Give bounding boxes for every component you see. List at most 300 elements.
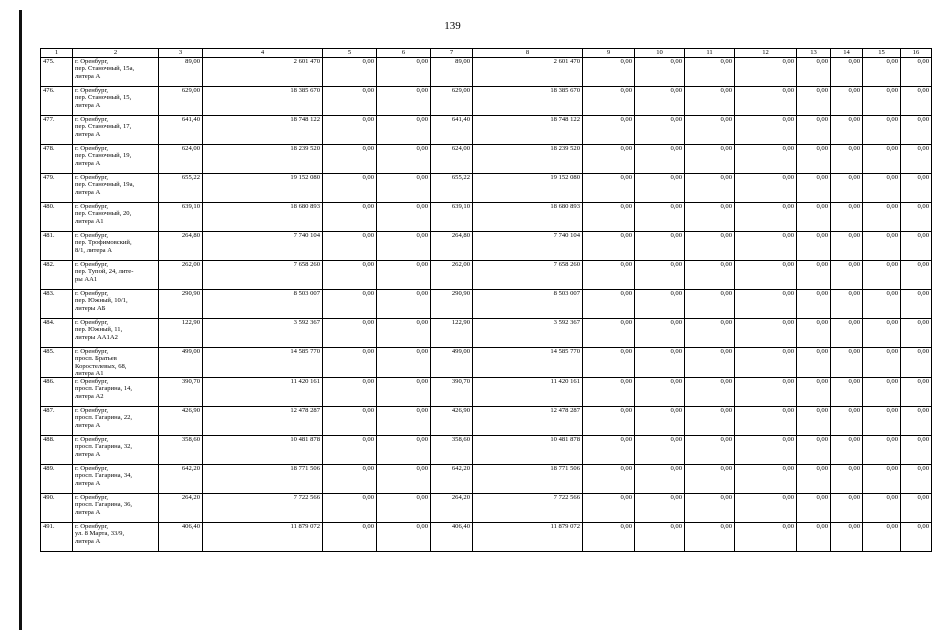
address-cell: г. Оренбург, просп. Гагарина, 32, литера А xyxy=(73,436,159,465)
value-cell: 0,00 xyxy=(583,232,635,261)
value-cell: 10 481 878 xyxy=(473,436,583,465)
value-cell: 18 680 893 xyxy=(473,203,583,232)
value-cell: 0,00 xyxy=(377,232,431,261)
value-cell: 0,00 xyxy=(685,348,735,378)
value-cell: 0,00 xyxy=(863,58,901,87)
value-cell: 0,00 xyxy=(323,465,377,494)
value-cell: 0,00 xyxy=(797,465,831,494)
value-cell: 0,00 xyxy=(797,407,831,436)
value-cell: 0,00 xyxy=(735,465,797,494)
address-cell: г. Оренбург, просп. Гагарина, 22, литера А xyxy=(73,407,159,436)
column-number-cell: 9 xyxy=(583,49,635,58)
value-cell: 0,00 xyxy=(635,261,685,290)
property-register-table xyxy=(40,48,932,552)
value-cell: 18 385 670 xyxy=(203,87,323,116)
column-number-cell: 2 xyxy=(73,49,159,58)
value-cell: 89,00 xyxy=(431,58,473,87)
value-cell: 18 771 506 xyxy=(473,465,583,494)
value-cell: 0,00 xyxy=(685,174,735,203)
value-cell: 0,00 xyxy=(797,232,831,261)
value-cell: 0,00 xyxy=(323,319,377,348)
table-row xyxy=(41,203,932,232)
value-cell: 0,00 xyxy=(901,348,932,378)
value-cell: 0,00 xyxy=(797,58,831,87)
column-number-cell: 1 xyxy=(41,49,73,58)
table-row xyxy=(41,87,932,116)
row-index-cell: 486. xyxy=(41,378,73,407)
table-row xyxy=(41,494,932,523)
row-index-cell: 476. xyxy=(41,87,73,116)
value-cell: 0,00 xyxy=(735,523,797,552)
value-cell: 0,00 xyxy=(831,58,863,87)
row-index-cell: 480. xyxy=(41,203,73,232)
value-cell: 0,00 xyxy=(863,116,901,145)
address-cell: г. Оренбург, пер. Станочный, 19, литера А xyxy=(73,145,159,174)
value-cell: 426,90 xyxy=(431,407,473,436)
value-cell: 264,20 xyxy=(431,494,473,523)
value-cell: 0,00 xyxy=(797,523,831,552)
value-cell: 0,00 xyxy=(863,436,901,465)
value-cell: 0,00 xyxy=(797,116,831,145)
table-row xyxy=(41,523,932,552)
value-cell: 0,00 xyxy=(735,58,797,87)
address-cell: г. Оренбург, просп. Братьев Коростелевых, 68, литера А1 xyxy=(73,348,159,378)
value-cell: 19 152 080 xyxy=(473,174,583,203)
column-number-cell: 16 xyxy=(901,49,932,58)
value-cell: 0,00 xyxy=(323,436,377,465)
value-cell: 629,00 xyxy=(431,87,473,116)
value-cell: 0,00 xyxy=(863,87,901,116)
value-cell: 0,00 xyxy=(863,523,901,552)
value-cell: 0,00 xyxy=(635,523,685,552)
value-cell: 0,00 xyxy=(685,145,735,174)
value-cell: 0,00 xyxy=(735,87,797,116)
value-cell: 0,00 xyxy=(583,58,635,87)
value-cell: 0,00 xyxy=(863,348,901,378)
value-cell: 0,00 xyxy=(735,319,797,348)
value-cell: 0,00 xyxy=(323,523,377,552)
value-cell: 122,90 xyxy=(159,319,203,348)
address-cell: г. Оренбург, пер. Станочный, 19а, литера А xyxy=(73,174,159,203)
value-cell: 0,00 xyxy=(685,436,735,465)
column-number-cell: 10 xyxy=(635,49,685,58)
value-cell: 0,00 xyxy=(323,87,377,116)
value-cell: 0,00 xyxy=(831,494,863,523)
value-cell: 0,00 xyxy=(797,145,831,174)
value-cell: 0,00 xyxy=(831,145,863,174)
value-cell: 0,00 xyxy=(901,523,932,552)
value-cell: 262,00 xyxy=(431,261,473,290)
value-cell: 264,80 xyxy=(431,232,473,261)
value-cell: 0,00 xyxy=(735,116,797,145)
value-cell: 0,00 xyxy=(831,232,863,261)
value-cell: 0,00 xyxy=(901,261,932,290)
value-cell: 0,00 xyxy=(901,494,932,523)
value-cell: 0,00 xyxy=(863,290,901,319)
value-cell: 0,00 xyxy=(901,174,932,203)
value-cell: 655,22 xyxy=(159,174,203,203)
row-index-cell: 477. xyxy=(41,116,73,145)
value-cell: 0,00 xyxy=(797,436,831,465)
row-index-cell: 481. xyxy=(41,232,73,261)
value-cell: 0,00 xyxy=(831,290,863,319)
value-cell: 390,70 xyxy=(431,378,473,407)
value-cell: 7 722 566 xyxy=(473,494,583,523)
column-number-cell: 4 xyxy=(203,49,323,58)
value-cell: 18 748 122 xyxy=(473,116,583,145)
row-index-cell: 478. xyxy=(41,145,73,174)
value-cell: 0,00 xyxy=(635,494,685,523)
value-cell: 0,00 xyxy=(685,465,735,494)
value-cell: 0,00 xyxy=(583,145,635,174)
value-cell: 0,00 xyxy=(735,145,797,174)
value-cell: 0,00 xyxy=(901,87,932,116)
value-cell: 0,00 xyxy=(685,319,735,348)
value-cell: 0,00 xyxy=(831,436,863,465)
value-cell: 624,00 xyxy=(431,145,473,174)
value-cell: 0,00 xyxy=(377,87,431,116)
value-cell: 0,00 xyxy=(635,87,685,116)
value-cell: 0,00 xyxy=(797,261,831,290)
value-cell: 0,00 xyxy=(323,116,377,145)
value-cell: 11 420 161 xyxy=(473,378,583,407)
value-cell: 290,90 xyxy=(431,290,473,319)
value-cell: 0,00 xyxy=(635,232,685,261)
value-cell: 0,00 xyxy=(583,523,635,552)
value-cell: 639,10 xyxy=(431,203,473,232)
value-cell: 19 152 080 xyxy=(203,174,323,203)
address-cell: г. Оренбург, пер. Станочный, 20, литера А1 xyxy=(73,203,159,232)
value-cell: 0,00 xyxy=(635,348,685,378)
table-row xyxy=(41,116,932,145)
value-cell: 0,00 xyxy=(583,494,635,523)
value-cell: 0,00 xyxy=(901,116,932,145)
value-cell: 0,00 xyxy=(831,465,863,494)
column-number-cell: 12 xyxy=(735,49,797,58)
value-cell: 0,00 xyxy=(685,494,735,523)
table-row xyxy=(41,290,932,319)
value-cell: 642,20 xyxy=(159,465,203,494)
value-cell: 0,00 xyxy=(831,174,863,203)
value-cell: 499,00 xyxy=(159,348,203,378)
column-number-cell: 11 xyxy=(685,49,735,58)
value-cell: 290,90 xyxy=(159,290,203,319)
value-cell: 0,00 xyxy=(797,87,831,116)
table-row xyxy=(41,436,932,465)
value-cell: 0,00 xyxy=(377,407,431,436)
value-cell: 7 740 104 xyxy=(203,232,323,261)
value-cell: 0,00 xyxy=(635,436,685,465)
value-cell: 264,80 xyxy=(159,232,203,261)
value-cell: 0,00 xyxy=(863,261,901,290)
table-row xyxy=(41,465,932,494)
value-cell: 11 879 072 xyxy=(473,523,583,552)
column-number-cell: 14 xyxy=(831,49,863,58)
column-number-header-row xyxy=(41,49,932,58)
value-cell: 0,00 xyxy=(635,58,685,87)
value-cell: 0,00 xyxy=(583,436,635,465)
value-cell: 639,10 xyxy=(159,203,203,232)
value-cell: 18 748 122 xyxy=(203,116,323,145)
value-cell: 0,00 xyxy=(377,436,431,465)
value-cell: 655,22 xyxy=(431,174,473,203)
value-cell: 0,00 xyxy=(831,261,863,290)
binding-edge-bar xyxy=(19,10,22,630)
value-cell: 0,00 xyxy=(797,174,831,203)
value-cell: 0,00 xyxy=(735,436,797,465)
value-cell: 3 592 367 xyxy=(473,319,583,348)
address-cell: г. Оренбург, пер. Трофимовский, 8/1, литера А xyxy=(73,232,159,261)
value-cell: 0,00 xyxy=(901,319,932,348)
value-cell: 426,90 xyxy=(159,407,203,436)
value-cell: 8 503 007 xyxy=(473,290,583,319)
value-cell: 0,00 xyxy=(635,174,685,203)
value-cell: 0,00 xyxy=(685,87,735,116)
table-row xyxy=(41,378,932,407)
value-cell: 264,20 xyxy=(159,494,203,523)
row-index-cell: 475. xyxy=(41,58,73,87)
value-cell: 0,00 xyxy=(583,174,635,203)
value-cell: 18 680 893 xyxy=(203,203,323,232)
column-number-cell: 15 xyxy=(863,49,901,58)
value-cell: 262,00 xyxy=(159,261,203,290)
value-cell: 0,00 xyxy=(635,378,685,407)
column-number-cell: 13 xyxy=(797,49,831,58)
value-cell: 0,00 xyxy=(863,378,901,407)
value-cell: 14 585 770 xyxy=(203,348,323,378)
value-cell: 641,40 xyxy=(431,116,473,145)
value-cell: 0,00 xyxy=(685,232,735,261)
column-number-cell: 7 xyxy=(431,49,473,58)
column-number-cell: 8 xyxy=(473,49,583,58)
value-cell: 0,00 xyxy=(635,290,685,319)
value-cell: 0,00 xyxy=(863,465,901,494)
value-cell: 0,00 xyxy=(831,203,863,232)
value-cell: 10 481 878 xyxy=(203,436,323,465)
value-cell: 0,00 xyxy=(583,348,635,378)
value-cell: 18 385 670 xyxy=(473,87,583,116)
address-cell: г. Оренбург, просп. Гагарина, 36, литера А xyxy=(73,494,159,523)
value-cell: 0,00 xyxy=(735,261,797,290)
value-cell: 0,00 xyxy=(901,58,932,87)
value-cell: 0,00 xyxy=(735,378,797,407)
address-cell: г. Оренбург, пер. Тупой, 24, лите- ры АА1 xyxy=(73,261,159,290)
column-number-cell: 5 xyxy=(323,49,377,58)
value-cell: 0,00 xyxy=(583,261,635,290)
value-cell: 0,00 xyxy=(377,174,431,203)
value-cell: 0,00 xyxy=(635,145,685,174)
value-cell: 18 771 506 xyxy=(203,465,323,494)
table-row xyxy=(41,261,932,290)
value-cell: 0,00 xyxy=(323,348,377,378)
value-cell: 0,00 xyxy=(797,319,831,348)
value-cell: 0,00 xyxy=(735,494,797,523)
value-cell: 0,00 xyxy=(735,290,797,319)
value-cell: 122,90 xyxy=(431,319,473,348)
value-cell: 0,00 xyxy=(323,494,377,523)
value-cell: 14 585 770 xyxy=(473,348,583,378)
value-cell: 358,60 xyxy=(431,436,473,465)
value-cell: 8 503 007 xyxy=(203,290,323,319)
value-cell: 0,00 xyxy=(635,319,685,348)
value-cell: 0,00 xyxy=(583,87,635,116)
row-index-cell: 482. xyxy=(41,261,73,290)
table-row xyxy=(41,407,932,436)
value-cell: 0,00 xyxy=(831,116,863,145)
address-cell: г. Оренбург, просп. Гагарина, 14, литера А2 xyxy=(73,378,159,407)
value-cell: 0,00 xyxy=(863,145,901,174)
value-cell: 0,00 xyxy=(377,116,431,145)
value-cell: 0,00 xyxy=(797,290,831,319)
row-index-cell: 488. xyxy=(41,436,73,465)
value-cell: 499,00 xyxy=(431,348,473,378)
value-cell: 642,20 xyxy=(431,465,473,494)
value-cell: 2 601 470 xyxy=(473,58,583,87)
table-row xyxy=(41,319,932,348)
value-cell: 0,00 xyxy=(685,261,735,290)
value-cell: 0,00 xyxy=(685,58,735,87)
value-cell: 2 601 470 xyxy=(203,58,323,87)
value-cell: 89,00 xyxy=(159,58,203,87)
table-row xyxy=(41,174,932,203)
address-cell: г. Оренбург, пер. Станочный, 15, литера А xyxy=(73,87,159,116)
value-cell: 0,00 xyxy=(863,174,901,203)
value-cell: 0,00 xyxy=(323,407,377,436)
value-cell: 624,00 xyxy=(159,145,203,174)
address-cell: г. Оренбург, ул. 8 Марта, 33/9, литера А xyxy=(73,523,159,552)
table-row xyxy=(41,348,932,378)
value-cell: 0,00 xyxy=(831,378,863,407)
value-cell: 0,00 xyxy=(685,523,735,552)
row-index-cell: 484. xyxy=(41,319,73,348)
value-cell: 0,00 xyxy=(863,494,901,523)
table-row xyxy=(41,145,932,174)
value-cell: 7 722 566 xyxy=(203,494,323,523)
value-cell: 358,60 xyxy=(159,436,203,465)
value-cell: 0,00 xyxy=(583,290,635,319)
value-cell: 406,40 xyxy=(159,523,203,552)
value-cell: 629,00 xyxy=(159,87,203,116)
value-cell: 0,00 xyxy=(583,407,635,436)
value-cell: 0,00 xyxy=(323,145,377,174)
address-cell: г. Оренбург, пер. Южный, 10/1, литеры АБ xyxy=(73,290,159,319)
row-index-cell: 483. xyxy=(41,290,73,319)
value-cell: 0,00 xyxy=(377,261,431,290)
value-cell: 0,00 xyxy=(323,378,377,407)
value-cell: 0,00 xyxy=(831,523,863,552)
value-cell: 0,00 xyxy=(583,465,635,494)
row-index-cell: 489. xyxy=(41,465,73,494)
value-cell: 0,00 xyxy=(685,407,735,436)
value-cell: 0,00 xyxy=(635,465,685,494)
value-cell: 0,00 xyxy=(685,116,735,145)
value-cell: 641,40 xyxy=(159,116,203,145)
value-cell: 0,00 xyxy=(863,203,901,232)
value-cell: 0,00 xyxy=(583,378,635,407)
value-cell: 0,00 xyxy=(323,203,377,232)
page-number: 139 xyxy=(444,20,461,32)
value-cell: 0,00 xyxy=(831,319,863,348)
value-cell: 0,00 xyxy=(377,378,431,407)
value-cell: 0,00 xyxy=(735,232,797,261)
row-index-cell: 490. xyxy=(41,494,73,523)
value-cell: 0,00 xyxy=(735,203,797,232)
value-cell: 7 658 260 xyxy=(473,261,583,290)
address-cell: г. Оренбург, пер. Южный, 11, литеры АА1А2 xyxy=(73,319,159,348)
value-cell: 0,00 xyxy=(583,116,635,145)
value-cell: 0,00 xyxy=(685,203,735,232)
row-index-cell: 491. xyxy=(41,523,73,552)
value-cell: 0,00 xyxy=(901,290,932,319)
value-cell: 0,00 xyxy=(377,523,431,552)
value-cell: 0,00 xyxy=(377,203,431,232)
value-cell: 0,00 xyxy=(735,348,797,378)
value-cell: 0,00 xyxy=(685,290,735,319)
value-cell: 0,00 xyxy=(797,378,831,407)
value-cell: 0,00 xyxy=(735,174,797,203)
value-cell: 0,00 xyxy=(583,203,635,232)
value-cell: 12 478 287 xyxy=(203,407,323,436)
value-cell: 11 420 161 xyxy=(203,378,323,407)
value-cell: 0,00 xyxy=(901,232,932,261)
value-cell: 18 239 520 xyxy=(473,145,583,174)
value-cell: 0,00 xyxy=(831,407,863,436)
value-cell: 0,00 xyxy=(323,290,377,319)
value-cell: 0,00 xyxy=(583,319,635,348)
table-row xyxy=(41,232,932,261)
row-index-cell: 479. xyxy=(41,174,73,203)
value-cell: 0,00 xyxy=(323,58,377,87)
value-cell: 12 478 287 xyxy=(473,407,583,436)
value-cell: 0,00 xyxy=(323,174,377,203)
value-cell: 0,00 xyxy=(323,232,377,261)
value-cell: 0,00 xyxy=(635,203,685,232)
table-row xyxy=(41,58,932,87)
value-cell: 18 239 520 xyxy=(203,145,323,174)
row-index-cell: 487. xyxy=(41,407,73,436)
value-cell: 0,00 xyxy=(377,348,431,378)
value-cell: 0,00 xyxy=(377,319,431,348)
value-cell: 0,00 xyxy=(901,203,932,232)
row-index-cell: 485. xyxy=(41,348,73,378)
value-cell: 0,00 xyxy=(901,407,932,436)
value-cell: 0,00 xyxy=(377,290,431,319)
value-cell: 0,00 xyxy=(831,348,863,378)
value-cell: 0,00 xyxy=(685,378,735,407)
value-cell: 7 740 104 xyxy=(473,232,583,261)
value-cell: 0,00 xyxy=(797,494,831,523)
address-cell: г. Оренбург, пер. Станочный, 17, литера А xyxy=(73,116,159,145)
value-cell: 11 879 072 xyxy=(203,523,323,552)
column-number-cell: 6 xyxy=(377,49,431,58)
value-cell: 0,00 xyxy=(901,436,932,465)
value-cell: 0,00 xyxy=(901,465,932,494)
value-cell: 390,70 xyxy=(159,378,203,407)
address-cell: г. Оренбург, просп. Гагарина, 34, литера А xyxy=(73,465,159,494)
value-cell: 0,00 xyxy=(863,319,901,348)
value-cell: 0,00 xyxy=(377,145,431,174)
value-cell: 0,00 xyxy=(377,465,431,494)
value-cell: 0,00 xyxy=(377,58,431,87)
address-cell: г. Оренбург, пер. Станочный, 15а, литера А xyxy=(73,58,159,87)
value-cell: 0,00 xyxy=(323,261,377,290)
value-cell: 0,00 xyxy=(797,203,831,232)
column-number-cell: 3 xyxy=(159,49,203,58)
value-cell: 0,00 xyxy=(635,407,685,436)
value-cell: 0,00 xyxy=(635,116,685,145)
value-cell: 0,00 xyxy=(863,407,901,436)
value-cell: 0,00 xyxy=(863,232,901,261)
